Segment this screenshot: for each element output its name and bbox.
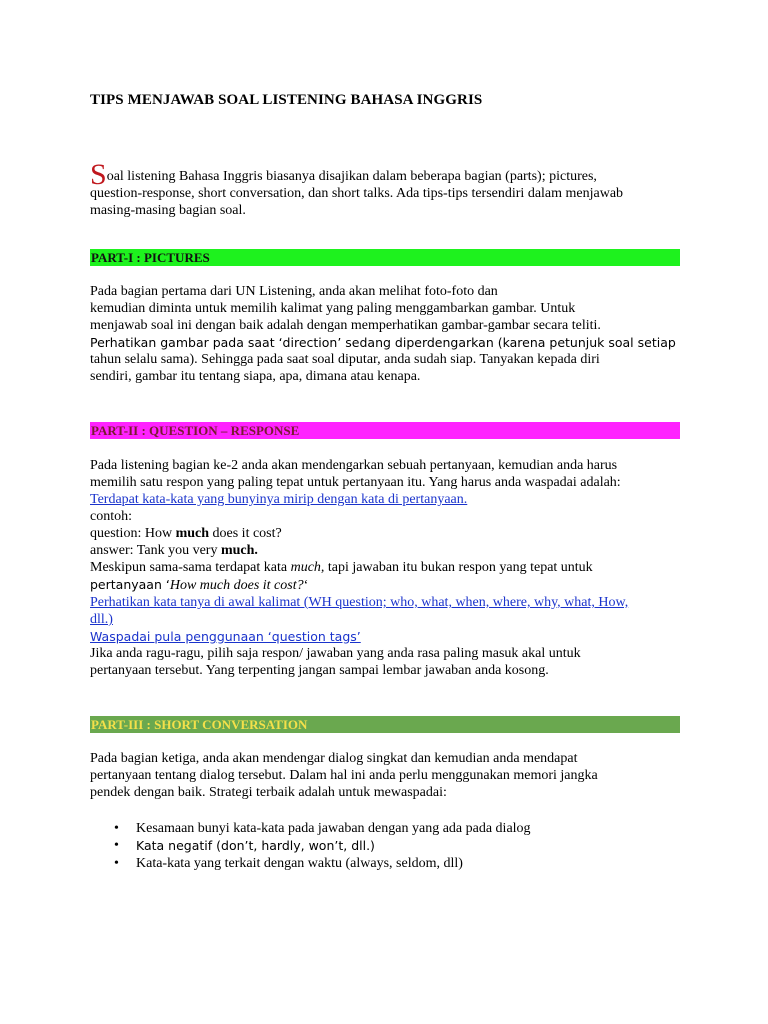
list-item xyxy=(90,820,531,837)
example-label: contoh: xyxy=(90,509,132,524)
tips-bullet-list xyxy=(90,820,531,872)
part2-text: ‘ xyxy=(303,578,309,593)
part2-line xyxy=(90,576,680,594)
part1-line: sendiri, gambar itu tentang siapa, apa, dimana atau kenapa. xyxy=(90,369,421,384)
page-title: TIPS MENJAWAB SOAL LISTENING BAHASA INGGRIS xyxy=(90,92,483,108)
part2-text: tapi jawaban itu bukan respon yang tepat untuk xyxy=(324,560,593,575)
part2-line: Jika anda ragu-ragu, pilih saja respon/ jawaban yang anda rasa paling masuk akal untuk xyxy=(90,646,581,661)
part1-heading: PART-I : PICTURES xyxy=(90,249,680,266)
bullet-text: Kata-kata yang terkait dengan waktu (always, seldom, dll) xyxy=(136,856,463,871)
tip-link-wh-question-cont[interactable]: dll.) xyxy=(90,612,113,627)
part3-paragraph xyxy=(90,750,680,801)
bullet-icon: • xyxy=(114,856,119,871)
part1-line: tahun selalu sama). Sehingga pada saat soal diputar, anda sudah siap. Tanyakan kepada diri xyxy=(90,352,600,367)
example-question xyxy=(90,525,680,542)
tip-link-question-tags[interactable]: Waspadai pula penggunaan ‘question tags’ xyxy=(90,629,361,644)
part1-line: Pada bagian pertama dari UN Listening, anda akan melihat foto-foto dan xyxy=(90,284,498,299)
part1-line: Perhatikan gambar pada saat ‘direction’ sedang diperdengarkan (karena petunjuk soal setiap xyxy=(90,335,676,350)
tip-link-wh-question[interactable]: Perhatikan kata tanya di awal kalimat (WH question; who, what, when, where, why, what, How, xyxy=(90,595,629,610)
intro-paragraph xyxy=(90,158,680,219)
intro-line: question-response, short conversation, dan short talks. Ada tips-tips tersendiri dalam menjawab xyxy=(90,186,624,201)
answer-bold: much. xyxy=(220,543,258,558)
answer-text: answer: Tank you very xyxy=(90,543,221,558)
part2-heading: PART-II : QUESTION – RESPONSE xyxy=(90,422,680,439)
part2-italic: much, xyxy=(290,560,325,575)
bullet-text: Kesamaan bunyi kata-kata pada jawaban dengan yang ada pada dialog xyxy=(136,821,531,836)
part3-heading: PART-III : SHORT CONVERSATION xyxy=(90,716,680,733)
part2-line: pertanyaan tersebut. Yang terpenting jangan sampai lembar jawaban anda kosong. xyxy=(90,663,549,678)
part2-line: memilih satu respon yang paling tepat untuk pertanyaan itu. Yang harus anda waspadai adalah: xyxy=(90,475,621,490)
question-text: does it cost? xyxy=(209,526,282,541)
question-bold: much xyxy=(175,526,210,541)
part3-line: pendek dengan baik. Strategi terbaik adalah untuk mewaspadai: xyxy=(90,785,447,800)
intro-line: oal listening Bahasa Inggris biasanya disajikan dalam beberapa bagian (parts); pictures, xyxy=(106,169,597,184)
part1-line: kemudian diminta untuk memilih kalimat yang paling menggambarkan gambar. Untuk xyxy=(90,301,576,316)
list-item xyxy=(90,837,531,855)
example-answer xyxy=(90,542,680,559)
list-item xyxy=(90,855,531,872)
bullet-icon: • xyxy=(114,838,119,853)
part2-text: pertanyaan ‘ xyxy=(90,577,170,592)
bullet-text: Kata negatif (don’t, hardly, won’t, dll.) xyxy=(136,838,375,853)
part3-line: Pada bagian ketiga, anda akan mendengar dialog singkat dan kemudian anda mendapat xyxy=(90,751,578,766)
part2-line: Pada listening bagian ke-2 anda akan mendengarkan sebuah pertanyaan, kemudian anda harus xyxy=(90,458,618,473)
part2-line xyxy=(90,559,680,576)
drop-cap: S xyxy=(90,158,107,191)
intro-line: masing-masing bagian soal. xyxy=(90,203,246,218)
bullet-icon: • xyxy=(114,821,119,836)
part2-italic: How much does it cost? xyxy=(169,578,304,593)
part1-line: menjawab soal ini dengan baik adalah dengan memperhatikan gambar-gambar secara teliti. xyxy=(90,318,601,333)
part1-paragraph xyxy=(90,283,680,385)
part2-text: Meskipun sama-sama terdapat kata xyxy=(90,560,291,575)
question-text: question: How xyxy=(90,526,176,541)
tip-link-similar-words[interactable]: Terdapat kata-kata yang bunyinya mirip dengan kata di pertanyaan. xyxy=(90,492,468,507)
part2-paragraph xyxy=(90,457,680,679)
part3-line: pertanyaan tentang dialog tersebut. Dalam hal ini anda perlu menggunakan memori jangka xyxy=(90,768,598,783)
